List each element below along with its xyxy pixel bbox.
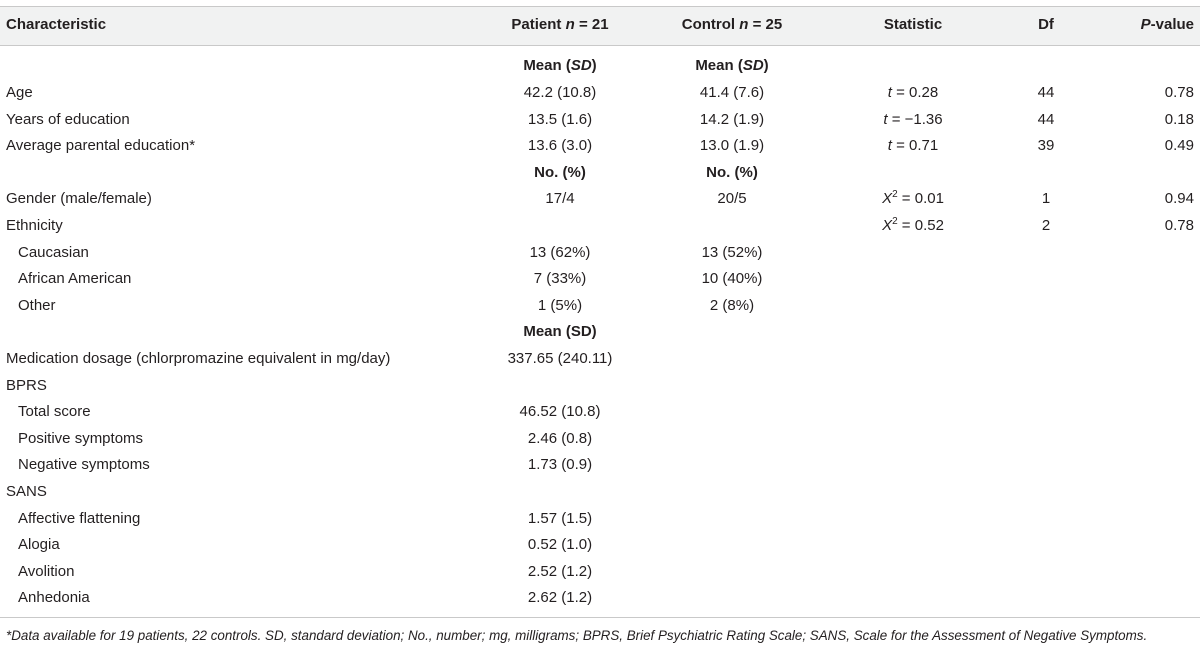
header-row [0,12,1200,39]
control-value: 13 (52%) [701,243,763,261]
row-label: African American [18,270,132,288]
control-value: 20/5 [717,190,747,208]
table-row [0,479,1200,506]
table-row [0,399,1200,426]
p-value: 0.94 [1164,190,1194,208]
patient-value: 1.57 (1.5) [527,509,593,527]
table-row [0,346,1200,373]
control-value: 14.2 (1.9) [699,110,765,128]
row-label: Age [6,84,33,101]
bottom-rule [0,617,1200,618]
control-value: 2 (8%) [709,296,755,314]
row-label: Gender (male/female) [6,190,152,208]
row-label: Anhedonia [18,589,90,607]
subheader-patient-no-pct: No. (%) [534,163,586,181]
table-row [0,506,1200,533]
df-value: 44 [1037,84,1055,101]
row-label: Average parental education* [6,137,196,155]
table-row [0,373,1200,400]
patient-value: 13 (62%) [529,243,591,261]
subheader-row [0,53,1200,80]
statistic-value: $X^2 = 0.01$ [882,189,944,208]
row-label: Caucasian [18,243,89,261]
table-row [0,133,1200,160]
patient-value: 2.62 (1.2) [527,589,593,607]
table-footnote: *Data available for 19 patients, 22 controls. SD, standard deviation; No., number; mg, milligrams; BPRS, Brief Psychiatric Rating Scale; SANS, Scale for the Assessment of Negative Symptoms. [6,628,1148,643]
statistic-value: t = 0.28 [887,84,939,101]
patient-value: 17/4 [545,190,575,208]
p-value: 0.78 [1164,217,1194,234]
control-value: 13.0 (1.9) [699,137,765,155]
statistic-value: t = 0.71 [887,137,939,155]
table-row [0,213,1200,240]
row-label: Years of education [6,110,130,128]
table-row [0,452,1200,479]
patient-value: 2.52 (1.2) [527,562,593,580]
row-label: Avolition [18,562,75,580]
patient-value: 7 (33%) [533,270,587,288]
header-control: Control n = 25 [681,16,783,33]
table-row [0,266,1200,293]
patient-value: 13.5 (1.6) [527,110,593,128]
p-value: 0.78 [1164,84,1194,101]
subheader-patient-mean-sd-plain: Mean (SD) [523,323,597,341]
patient-value: 1 (5%) [537,296,583,314]
patient-value: 42.2 (10.8) [523,84,597,101]
df-value: 1 [1041,190,1051,208]
subheader-row [0,319,1200,346]
patient-value: 0.52 (1.0) [527,536,593,554]
row-label: Alogia [18,536,60,554]
subheader-control-no-pct: No. (%) [706,163,758,181]
row-label: Other [18,296,56,314]
table-row [0,186,1200,213]
table-row [0,107,1200,134]
control-value: 41.4 (7.6) [699,84,765,101]
header-patient: Patient n = 21 [511,16,609,33]
table-row [0,532,1200,559]
row-label: Negative symptoms [18,456,150,474]
row-label: Total score [18,403,91,421]
row-label: Positive symptoms [18,429,144,447]
table-row [0,240,1200,267]
table-row [0,426,1200,453]
control-value: 10 (40%) [701,270,763,288]
row-label: BPRS [6,376,47,394]
header-pvalue: P-value [1140,16,1194,33]
table-row [0,559,1200,586]
row-label: Ethnicity [6,217,63,234]
patient-value: 337.65 (240.11) [507,350,613,367]
subheader-control-mean-sd: Mean (SD) [695,57,769,74]
df-value: 2 [1041,217,1051,234]
header-characteristic: Characteristic [6,16,107,33]
table-row [0,585,1200,612]
table-row [0,293,1200,320]
df-value: 39 [1037,137,1055,155]
subheader-row [0,160,1200,187]
header-rule [0,45,1200,46]
subheader-patient-mean-sd: Mean (SD) [523,57,597,74]
row-label: Medication dosage (chlorpromazine equivalent in mg/day) [6,350,391,367]
df-value: 44 [1037,110,1055,128]
p-value: 0.49 [1164,137,1194,155]
patient-value: 1.73 (0.9) [527,456,593,474]
header-df: Df [1038,16,1054,33]
statistic-value: $X^2 = 0.52$ [882,216,944,234]
statistic-value: t = −1.36 [883,110,943,128]
patient-value: 46.52 (10.8) [519,403,601,421]
row-label: Affective flattening [18,509,141,527]
table-row [0,80,1200,107]
p-value: 0.18 [1164,110,1194,128]
header-statistic: Statistic [883,16,943,33]
patient-value: 13.6 (3.0) [527,137,593,155]
top-rule [0,6,1200,7]
patient-value: 2.46 (0.8) [527,429,593,447]
row-label: SANS [6,483,47,500]
